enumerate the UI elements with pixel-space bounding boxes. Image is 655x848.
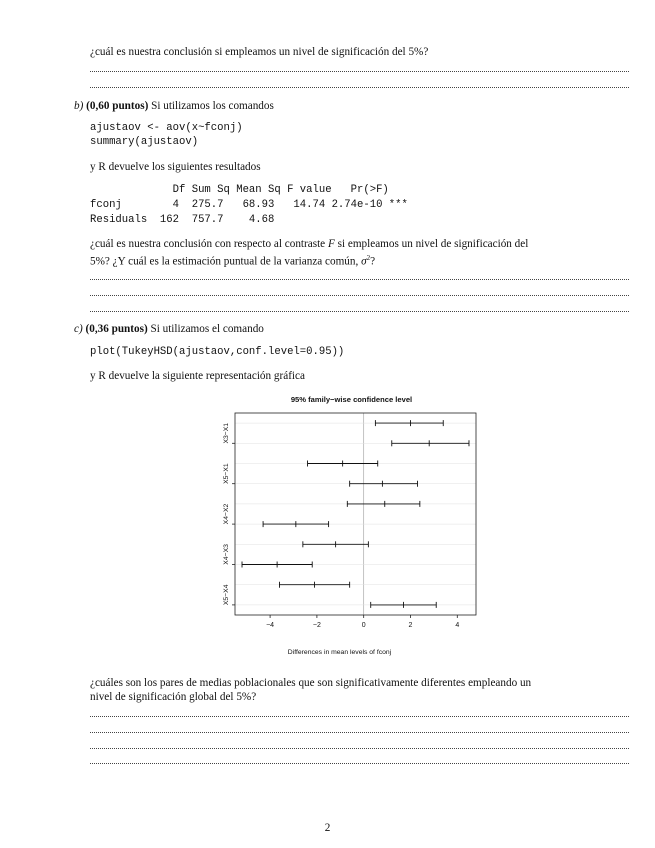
anova-row-fconj: fconj 4 275.7 68.93 14.74 2.74e-10 *** [90,199,408,211]
y-tick-label: X4−X2 [223,503,230,525]
part-c-label: c) [74,323,83,335]
answer-line [90,716,629,717]
part-b-points: (0,60 puntos) [86,100,149,112]
result-intro: y R devuelve los siguientes resultados [90,161,261,173]
part-b-question-line1: ¿cuál es nuestra conclusión con respecto al contraste F si empleamos un nivel de significación del [90,238,529,250]
x-tick-label: 2 [408,622,413,629]
x-tick-label: −4 [266,622,275,629]
y-tick-label: X5−X1 [223,463,230,484]
code-line: plot(TukeyHSD(ajustaov,conf.level=0.95)) [90,346,345,358]
x-tick-label: −2 [312,622,321,629]
part-c-text: Si utilizamos el comando [147,323,264,335]
answer-line [90,311,629,312]
code-line: summary(ajustaov) [90,136,199,148]
page-number: 2 [324,822,331,834]
answer-line [90,295,629,296]
code-line: ajustaov <- aov(x~fconj) [90,122,243,134]
part-b-heading [74,100,274,113]
part-b-question-line2: 5%? ¿Y cuál es la estimación puntual de la varianza común, $\sigma^2$? [90,254,376,268]
part-c-question-line1: ¿cuáles son los pares de medias poblacionales que son significativamente diferentes empleando un [90,677,532,689]
part-b-text: Si utilizamos los comandos [148,100,274,112]
chart-title: 95% family−wise confidence level [290,395,413,404]
anova-row-residuals: Residuals 162 757.7 4.68 [90,214,275,226]
answer-line [90,732,629,733]
intro-question: ¿cuál es nuestra conclusión si empleamos un nivel de significación del 5%? [90,46,429,58]
tukey-chart-svg [212,392,480,660]
answer-line [90,748,629,749]
y-tick-label: X4−X3 [223,544,230,565]
answer-line [90,71,629,72]
y-tick-label: X3−X1 [223,422,230,444]
x-axis-label: Differences in mean levels of fconj [287,649,392,656]
part-c-heading [74,323,264,336]
answer-line [90,763,629,764]
part-b-label: b) [74,100,84,112]
part-c-question-line2: nivel de significación global del 5%? [90,691,257,703]
x-tick-label: 4 [455,622,460,629]
result-intro: y R devuelve la siguiente representación gráfica [90,370,305,382]
x-tick-label: 0 [361,622,366,629]
answer-line [90,87,629,88]
part-c-points: (0,36 puntos) [85,323,148,335]
tukey-chart [212,392,480,660]
anova-header: Df Sum Sq Mean Sq F value Pr(>F) [90,184,389,196]
y-tick-label: X5−X4 [223,584,230,606]
answer-line [90,279,629,280]
